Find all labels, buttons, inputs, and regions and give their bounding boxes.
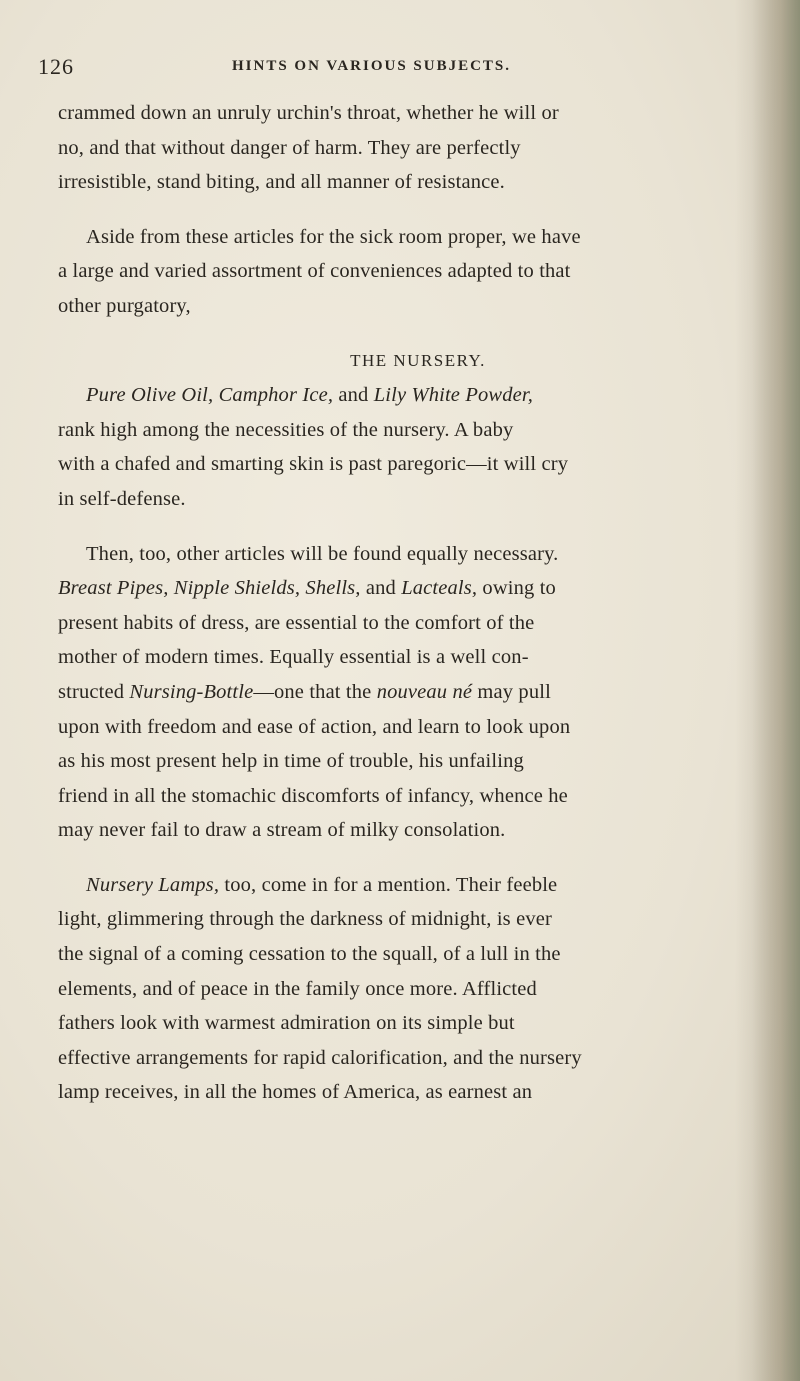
running-head [38, 40, 738, 80]
text-line: in self-defense. [58, 487, 186, 510]
product-name: Nursery Lamps, [86, 873, 220, 896]
text-run: and [360, 577, 402, 600]
text-line [58, 378, 738, 413]
text-line: Aside from these articles for the sick room proper, we have [86, 225, 581, 248]
text-run: —one that the [253, 680, 377, 703]
text-line: crammed down an unruly urchin's throat, whether he will or [58, 102, 559, 124]
text-run: and [333, 384, 374, 407]
text-line: friend in all the stomachic discomforts of infancy, whence he [58, 784, 568, 807]
text-run: too, come in for a mention. Their feeble [219, 873, 558, 896]
text-line: present habits of dress, are essential to the comfort of the [58, 611, 535, 634]
product-name: Nursing-Bottle [129, 680, 254, 703]
text-line: may never fail to draw a stream of milky consolation. [58, 819, 506, 842]
text-line: rank high among the necessities of the nursery. A baby [58, 418, 514, 441]
text-run: structed [58, 680, 130, 703]
text-line: mother of modern times. Equally essential is a well con- [58, 646, 529, 669]
text-run: may pull [472, 680, 551, 703]
text-line: upon with freedom and ease of action, and learn to look upon [58, 715, 571, 738]
page-number: 126 [38, 54, 74, 79]
text-line: lamp receives, in all the homes of America, as earnest an [58, 1081, 533, 1104]
product-name: Lily White Powder, [373, 384, 534, 407]
text-line [58, 675, 738, 710]
product-name: Lacteals, [401, 577, 478, 600]
text-line: a large and varied assortment of conveniences adapted to that [58, 260, 571, 283]
section-heading: THE NURSERY. [350, 350, 486, 370]
running-title: HINTS ON VARIOUS SUBJECTS. [232, 58, 512, 74]
text-line: the signal of a coming cessation to the squall, of a lull in the [58, 943, 561, 966]
foreign-phrase: nouveau né [376, 680, 473, 703]
text-line [58, 868, 738, 903]
text-line: as his most present help in time of trouble, his unfailing [58, 750, 524, 773]
text-run: owing to [477, 577, 556, 600]
text-line [58, 571, 738, 606]
text-line: light, glimmering through the darkness of midnight, is ever [58, 908, 552, 931]
product-name: Breast Pipes, Nipple Shields, Shells, [58, 577, 361, 600]
text-line: effective arrangements for rapid calorification, and the nursery [58, 1046, 582, 1069]
text-line: elements, and of peace in the family once more. Afflicted [58, 977, 537, 1000]
page-edge-shadow [752, 0, 800, 1381]
text-line: no, and that without danger of harm. They are perfectly [58, 136, 521, 159]
text-line: fathers look with warmest admiration on its simple but [58, 1012, 515, 1035]
text-line: Then, too, other articles will be found equally necessary. [86, 542, 559, 565]
body-text [58, 96, 738, 1110]
product-name: Pure Olive Oil, Camphor Ice, [86, 384, 334, 407]
text-line: with a chafed and smarting skin is past paregoric—it will cry [58, 453, 569, 476]
text-line: other purgatory, [58, 294, 191, 317]
text-line: irresistible, stand biting, and all manner of resistance. [58, 171, 505, 194]
